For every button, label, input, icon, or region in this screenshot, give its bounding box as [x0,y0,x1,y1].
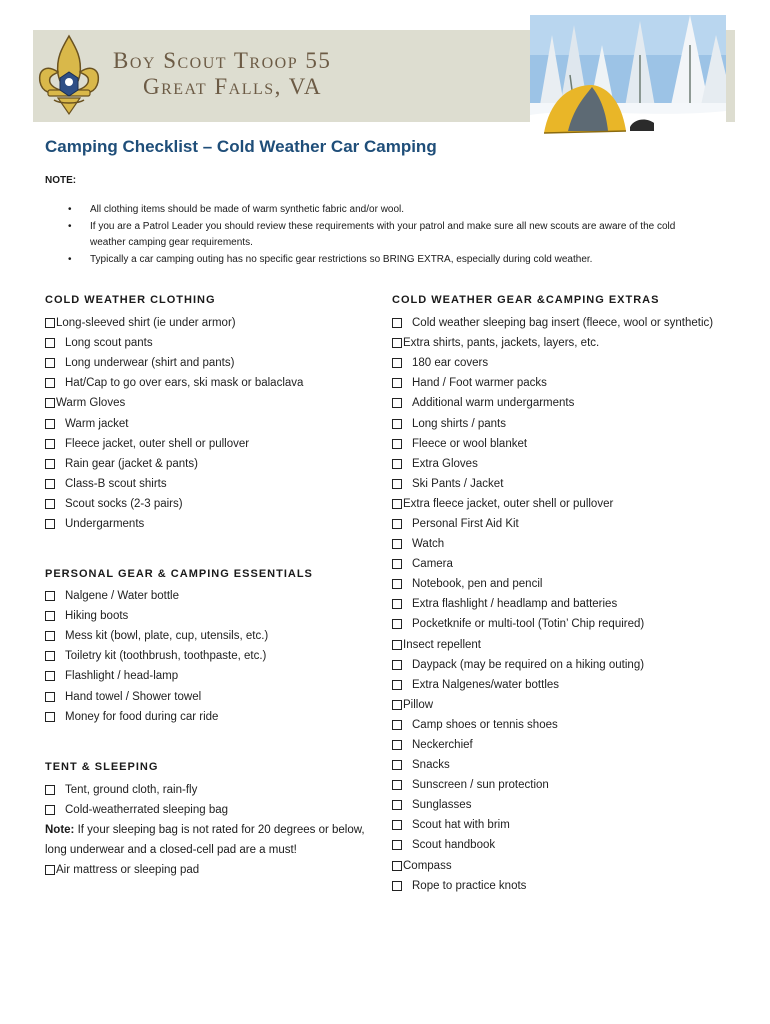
note-item: • All clothing items should be made of warm synthetic fabric and/or wool. [68,202,708,219]
page-title: Camping Checklist – Cold Weather Car Camping [45,137,437,156]
list-item: Rain gear (jacket & pants) [45,454,303,474]
gear-heading: COLD WEATHER GEAR &CAMPING EXTRAS [392,294,660,306]
list-item: Daypack (may be required on a hiking outing) [392,655,713,675]
list-item: Hand towel / Shower towel [45,686,268,706]
tent-heading: TENT & SLEEPING [45,761,159,773]
list-item: Neckerchief [392,735,713,755]
list-item: Long underwear (shirt and pants) [45,353,303,373]
list-item: Compass [392,856,713,876]
list-item: Cold weather sleeping bag insert (fleece, wool or synthetic) [392,313,713,333]
list-item: Scout socks (2-3 pairs) [45,494,303,514]
list-item: Air mattress or sleeping pad [45,860,199,880]
list-item: Tent, ground cloth, rain-fly [45,780,228,800]
list-item: 180 ear covers [392,353,713,373]
checkbox[interactable] [392,479,402,489]
checkbox[interactable] [392,861,402,871]
list-item: Warm Gloves [45,393,303,413]
checkbox[interactable] [45,591,55,601]
sleeping-bag-note [45,820,375,860]
list-item: Sunscreen / sun protection [392,775,713,795]
snow-tent-photo [530,15,726,143]
checkbox[interactable] [392,459,402,469]
list-item: Sunglasses [392,795,713,815]
list-item: Fleece or wool blanket [392,434,713,454]
list-item: Camp shoes or tennis shoes [392,715,713,735]
gear-list [392,313,713,896]
checkbox[interactable] [392,700,402,710]
list-item: Undergarments [45,514,303,534]
checkbox[interactable] [45,785,55,795]
list-item: Hat/Cap to go over ears, ski mask or balaclava [45,373,303,393]
list-item: Mess kit (bowl, plate, cup, utensils, etc.) [45,626,268,646]
checkbox[interactable] [45,499,55,509]
checkbox[interactable] [392,559,402,569]
checkbox[interactable] [45,419,55,429]
checkbox[interactable] [392,720,402,730]
list-item: Warm jacket [45,413,303,433]
checkbox[interactable] [392,840,402,850]
list-item: Class-B scout shirts [45,474,303,494]
checkbox[interactable] [392,519,402,529]
checkbox[interactable] [392,539,402,549]
checkbox[interactable] [45,459,55,469]
list-item: Extra shirts, pants, jackets, layers, etc. [392,333,713,353]
personal-heading: PERSONAL GEAR & CAMPING ESSENTIALS [45,568,313,580]
checkbox[interactable] [392,338,402,348]
personal-list [45,586,268,727]
checkbox[interactable] [45,651,55,661]
list-item: Extra fleece jacket, outer shell or pullover [392,494,713,514]
list-item: Notebook, pen and pencil [392,574,713,594]
list-item: Insect repellent [392,635,713,655]
list-item: Hand / Foot warmer packs [392,373,713,393]
troop-location: Great Falls, VA [143,74,322,99]
checkbox[interactable] [392,599,402,609]
list-item: Extra flashlight / headlamp and batteries [392,594,713,614]
checkbox[interactable] [392,881,402,891]
note-item: • Typically a car camping outing has no specific gear restrictions so BRING EXTRA, especially during cold weather. [68,252,708,269]
note-body: If your sleeping bag is not rated for 20 degrees or below, long underwear and a closed-cell pad are a must! [45,824,365,856]
list-item: Extra Gloves [392,454,713,474]
checkbox[interactable] [392,680,402,690]
list-item: Fleece jacket, outer shell or pullover [45,434,303,454]
list-item: Camera [392,554,713,574]
list-item: Nalgene / Water bottle [45,586,268,606]
list-item: Scout hat with brim [392,815,713,835]
tent-extra-list [45,860,199,880]
checkbox[interactable] [45,865,55,875]
checkbox[interactable] [392,740,402,750]
checkbox[interactable] [392,439,402,449]
checkbox[interactable] [45,712,55,722]
checkbox[interactable] [45,479,55,489]
checkbox[interactable] [45,338,55,348]
checkbox[interactable] [392,419,402,429]
notes-list [68,202,708,268]
list-item: Flashlight / head-lamp [45,666,268,686]
checkbox[interactable] [392,800,402,810]
checkbox[interactable] [392,619,402,629]
list-item: Long scout pants [45,333,303,353]
checkbox[interactable] [392,760,402,770]
list-item: Hiking boots [45,606,268,626]
list-item: Ski Pants / Jacket [392,474,713,494]
list-item: Extra Nalgenes/water bottles [392,675,713,695]
list-item: Money for food during car ride [45,707,268,727]
checkbox[interactable] [392,499,402,509]
checkbox[interactable] [392,398,402,408]
checkbox[interactable] [45,318,55,328]
checkbox[interactable] [45,378,55,388]
checkbox[interactable] [45,671,55,681]
clothing-heading: COLD WEATHER CLOTHING [45,294,216,306]
note-item: • If you are a Patrol Leader you should review these requirements with your patrol and make sure all new scouts are aware of the cold weather camping gear requirements. [68,219,708,252]
checkbox[interactable] [45,519,55,529]
fleur-de-lis-emblem-icon [34,34,104,118]
list-item: Personal First Aid Kit [392,514,713,534]
list-item: Toiletry kit (toothbrush, toothpaste, etc.) [45,646,268,666]
checkbox[interactable] [392,660,402,670]
list-item: Watch [392,534,713,554]
list-item: Pocketknife or multi-tool (Totin’ Chip required) [392,614,713,634]
checkbox[interactable] [392,640,402,650]
checkbox[interactable] [392,318,402,328]
list-item: Cold-weatherrated sleeping bag [45,800,228,820]
checkbox[interactable] [45,611,55,621]
checkbox[interactable] [392,358,402,368]
checkbox[interactable] [392,378,402,388]
checkbox[interactable] [392,820,402,830]
checkbox[interactable] [45,805,55,815]
clothing-list [45,313,303,534]
checkbox[interactable] [45,358,55,368]
checkbox[interactable] [392,579,402,589]
note-label: NOTE: [45,175,77,186]
checkbox[interactable] [45,631,55,641]
list-item: Additional warm undergarments [392,393,713,413]
list-item: Scout handbook [392,835,713,855]
checkbox[interactable] [45,692,55,702]
note-bold-label: Note: [45,824,75,836]
list-item: Rope to practice knots [392,876,713,896]
troop-name: Boy Scout Troop 55 [113,48,332,73]
checkbox[interactable] [392,780,402,790]
list-item: Snacks [392,755,713,775]
checkbox[interactable] [45,439,55,449]
list-item: Long-sleeved shirt (ie under armor) [45,313,303,333]
tent-list [45,780,228,820]
list-item: Long shirts / pants [392,413,713,433]
checkbox[interactable] [45,398,55,408]
list-item: Pillow [392,695,713,715]
